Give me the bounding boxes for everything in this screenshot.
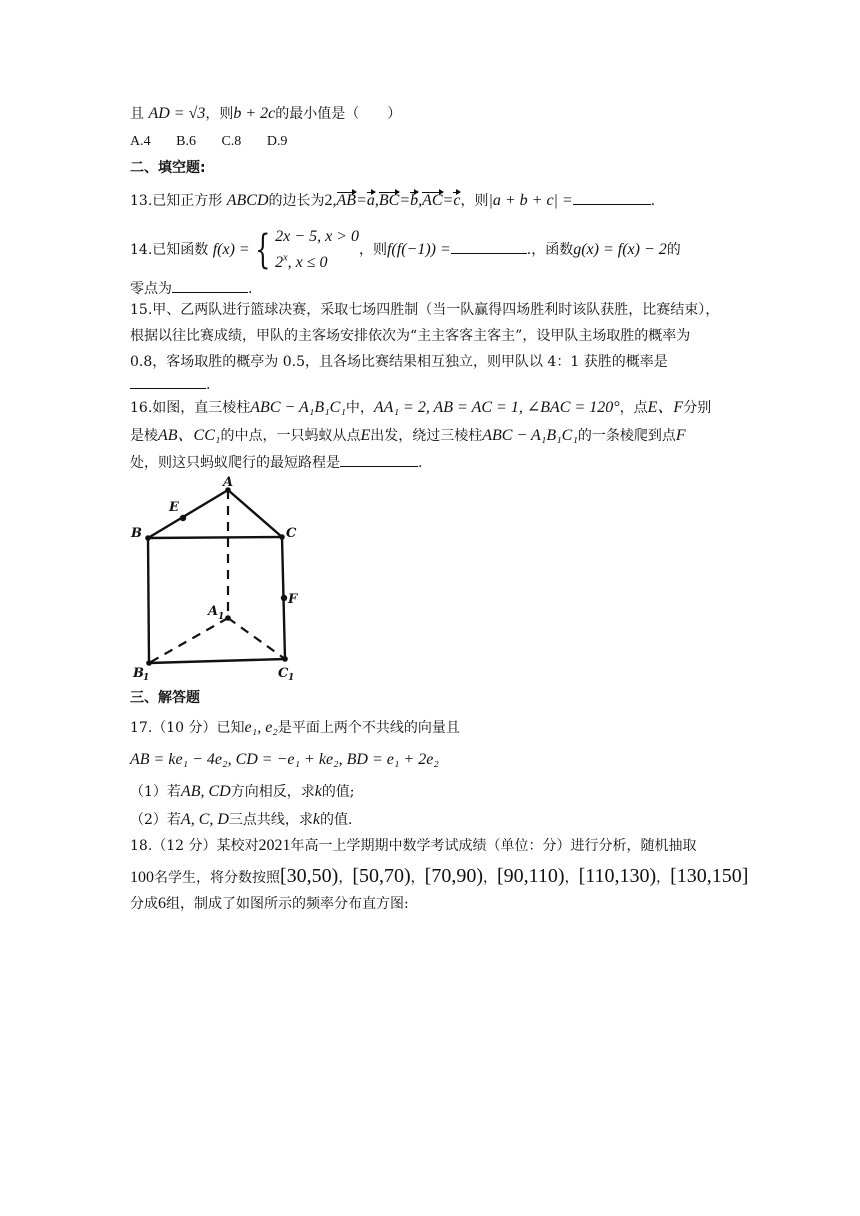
- edge-a1c1-hidden: [228, 618, 285, 659]
- edge-ac: [228, 490, 282, 537]
- label-f: F: [288, 592, 298, 607]
- q14-of: 的: [666, 242, 681, 259]
- q15-answer-blank[interactable]: [130, 374, 206, 389]
- vec-b: b: [410, 192, 419, 209]
- q17-part2-c: 的值.: [320, 812, 353, 828]
- piecewise-cases: [275, 226, 359, 274]
- q17-part2-b: 三点共线，求: [228, 812, 313, 828]
- q17-k-2: k: [312, 811, 321, 828]
- interval-2: [50,70): [352, 865, 411, 887]
- q18-sample-size: 100: [130, 869, 154, 886]
- q15-line4: [130, 374, 210, 395]
- q12-mid: ，则: [205, 106, 234, 122]
- q18-group-count: 6: [158, 895, 166, 912]
- edge-bc: [148, 537, 282, 538]
- q18-line1: [130, 836, 697, 856]
- q16-line2-b: 的中点，一只蚂蚁从点: [220, 428, 361, 444]
- q18-year: 2021: [258, 837, 291, 854]
- q17-line1: [130, 718, 460, 738]
- q13-then: ，则: [460, 193, 489, 209]
- q17-part1-c: 的值;: [321, 784, 355, 800]
- q14-fx: f(x) =: [212, 241, 250, 259]
- q14-mid: .，函数: [526, 242, 574, 259]
- q17-part1-b: 方向相反，求: [230, 784, 315, 800]
- q13-prefix: 13.已知正方形: [130, 193, 223, 209]
- q16-line1: [130, 398, 711, 418]
- q17-k: k: [314, 783, 322, 800]
- vec-a: a: [366, 192, 375, 209]
- q14-line1: [130, 226, 681, 274]
- label-a: A: [223, 475, 234, 490]
- q17-points: A, C, D: [180, 811, 229, 828]
- q17-prefix: 17.（10 分）已知: [130, 720, 245, 736]
- prism-figure: [120, 470, 320, 685]
- q14-then: ，则: [358, 242, 387, 259]
- q18-line2: 100名学生，将分数按照[30,50)，[50,70)，[70,90)，[90,110)，[110,130)，[130,150]: [130, 865, 749, 887]
- vertex-c1: [282, 656, 288, 662]
- q16-in: 中，: [345, 400, 374, 416]
- vec-c: c: [453, 192, 461, 209]
- vec-ab: AB: [336, 192, 357, 209]
- q16-line2: [130, 426, 686, 446]
- q18-line2-a: 名学生，将分数按照: [154, 870, 280, 886]
- q16-given: AA₁ = 2, AB = AC = 1, ∠BAC = 120°: [373, 399, 620, 416]
- q14-answer-blank-1[interactable]: [451, 239, 527, 254]
- q13-side: 2,: [324, 192, 337, 209]
- q16-end: .: [418, 455, 423, 471]
- q15-line3: 0.8，客场取胜的概亭为 0.5，且各场比赛结果相互独立，则甲队以 4：1 获胜的概率是: [130, 354, 668, 370]
- label-a1-sub: 1: [218, 612, 225, 622]
- label-b1-sub: 1: [143, 673, 150, 683]
- piecewise-brace: {: [254, 227, 271, 274]
- q17-part2: [130, 810, 352, 830]
- vertex-a1: [225, 615, 231, 621]
- q16-answer-blank[interactable]: [340, 452, 418, 467]
- section-answer-title: 三、解答题: [130, 690, 200, 706]
- q14-zeros-label: 零点为: [130, 281, 172, 297]
- interval-1: [30,50): [280, 865, 339, 887]
- case-1: 2x − 5, x > 0: [275, 228, 359, 245]
- q16-line2-d: 的一条棱爬到点: [577, 428, 676, 444]
- vertex-b1: [146, 660, 152, 666]
- vec-bc: BC: [378, 192, 400, 209]
- q18-line3: [130, 894, 409, 914]
- q17-part1-vectors: AB, CD: [180, 783, 231, 800]
- q12-condition-math: AD = √3: [148, 105, 206, 122]
- option-a: A.4: [130, 134, 151, 149]
- label-c: C: [286, 526, 297, 541]
- q16-prism: ABC − A₁B₁C₁: [250, 399, 346, 416]
- point-f: [281, 595, 287, 601]
- vertex-c: [279, 534, 285, 540]
- option-d: D.9: [266, 134, 288, 149]
- label-a1: A: [208, 604, 219, 619]
- q14-prefix: 14.已知函数: [130, 242, 209, 259]
- q16-points: ，点: [619, 400, 648, 416]
- q16-line2-a: 是棱: [130, 428, 158, 444]
- q16-point-f: F: [675, 427, 686, 444]
- q18-line3-a: 分成: [130, 896, 158, 912]
- q13-mid: 的边长为: [268, 193, 325, 209]
- q18-line1-a: 18.（12 分）某校对: [130, 838, 259, 854]
- edge-a1b1-hidden: [149, 618, 228, 663]
- q15-line1: 15.甲、乙两队进行篮球决赛，采取七场四胜制（当一队赢得四场胜利时该队获胜，比赛结束），: [130, 302, 720, 318]
- q15-line2: 根据以往比赛成绩，甲队的主客场安排依次为“主主客客主客主”，设甲队主场取胜的概率为: [130, 328, 691, 344]
- interval-5: [110,130): [578, 865, 657, 887]
- q14-answer-blank-2[interactable]: [172, 278, 248, 293]
- q17-part2-a: （2）若: [130, 812, 181, 828]
- q15-end: .: [206, 377, 211, 393]
- q17-part1-a: （1）若: [130, 784, 181, 800]
- q16-line3-a: 处，则这只蚂蚁爬行的最短路程是: [130, 455, 340, 471]
- vertex-b: [145, 535, 151, 541]
- q16-line2-c: 出发，绕过三棱柱: [370, 428, 483, 444]
- section-fill-in-title: 二、填空题:: [130, 160, 206, 176]
- option-c: C.8: [221, 134, 242, 149]
- label-e: E: [169, 500, 179, 515]
- q12-expression: b + 2c: [233, 105, 276, 122]
- q16-resp: 分别: [683, 400, 712, 416]
- q13-line: 13.已知正方形 ABCD的边长为2,AB=a,BC=b,AC=c，则|a + b + c| = .: [130, 192, 656, 209]
- edge-b1c1: [149, 659, 285, 663]
- q16-ef: E、F: [647, 399, 684, 416]
- q18-line1-b: 年高一上学期期中数学考试成绩（单位：分）进行分析，随机抽取: [290, 838, 697, 854]
- q17-basis-vectors: e₁, e₂: [244, 719, 278, 736]
- q13-square-name: ABCD: [226, 192, 269, 209]
- interval-3: [70,90): [424, 865, 483, 887]
- edge-ab: [148, 490, 228, 538]
- q16-edges: AB、CC₁: [158, 427, 221, 444]
- q18-line3-b: 组，制成了如图所示的频率分布直方图:: [166, 896, 409, 912]
- q12-lead: 且: [130, 106, 144, 122]
- q16-prefix: 16.如图，直三棱柱: [130, 400, 251, 416]
- q16-prism-2: ABC − A₁B₁C₁: [482, 427, 578, 444]
- q17-part1: [130, 782, 355, 802]
- q13-answer-blank[interactable]: [573, 190, 651, 205]
- q13-end: .: [650, 193, 656, 209]
- option-b: B.6: [176, 134, 196, 149]
- q17-vector-definitions: AB = ke₁ − 4e₂, CD = −e₁ + ke₂, BD = e₁ + 2e₂: [130, 751, 439, 768]
- q12-question-tail: 的最小值是（ ）: [275, 106, 402, 122]
- interval-6: [130,150]: [670, 865, 749, 887]
- interval-4: [90,110): [496, 865, 565, 887]
- case-2: 2$^x$, x ≤ 0: [275, 253, 328, 272]
- q12-options: [130, 132, 287, 152]
- label-c1: C: [278, 666, 289, 681]
- q14-gx: g(x) = f(x) − 2: [573, 241, 667, 259]
- point-e: [180, 515, 186, 521]
- vec-ac: AC: [422, 192, 443, 209]
- label-b: B: [131, 526, 142, 541]
- q17-tail: 是平面上两个不共线的向量且: [277, 720, 460, 736]
- q12-condition-line: [130, 104, 401, 124]
- label-b1: B: [133, 666, 144, 681]
- label-c1-sub: 1: [288, 673, 295, 683]
- q14-end: .: [248, 281, 253, 297]
- q16-point-e: E: [360, 427, 371, 444]
- edge-bb1: [148, 538, 149, 663]
- q14-line2: [130, 278, 252, 299]
- q14-ff-minus-1: f(f(−1)) =: [386, 241, 451, 259]
- q13-abs-expression: |a + b + c| =: [488, 192, 573, 209]
